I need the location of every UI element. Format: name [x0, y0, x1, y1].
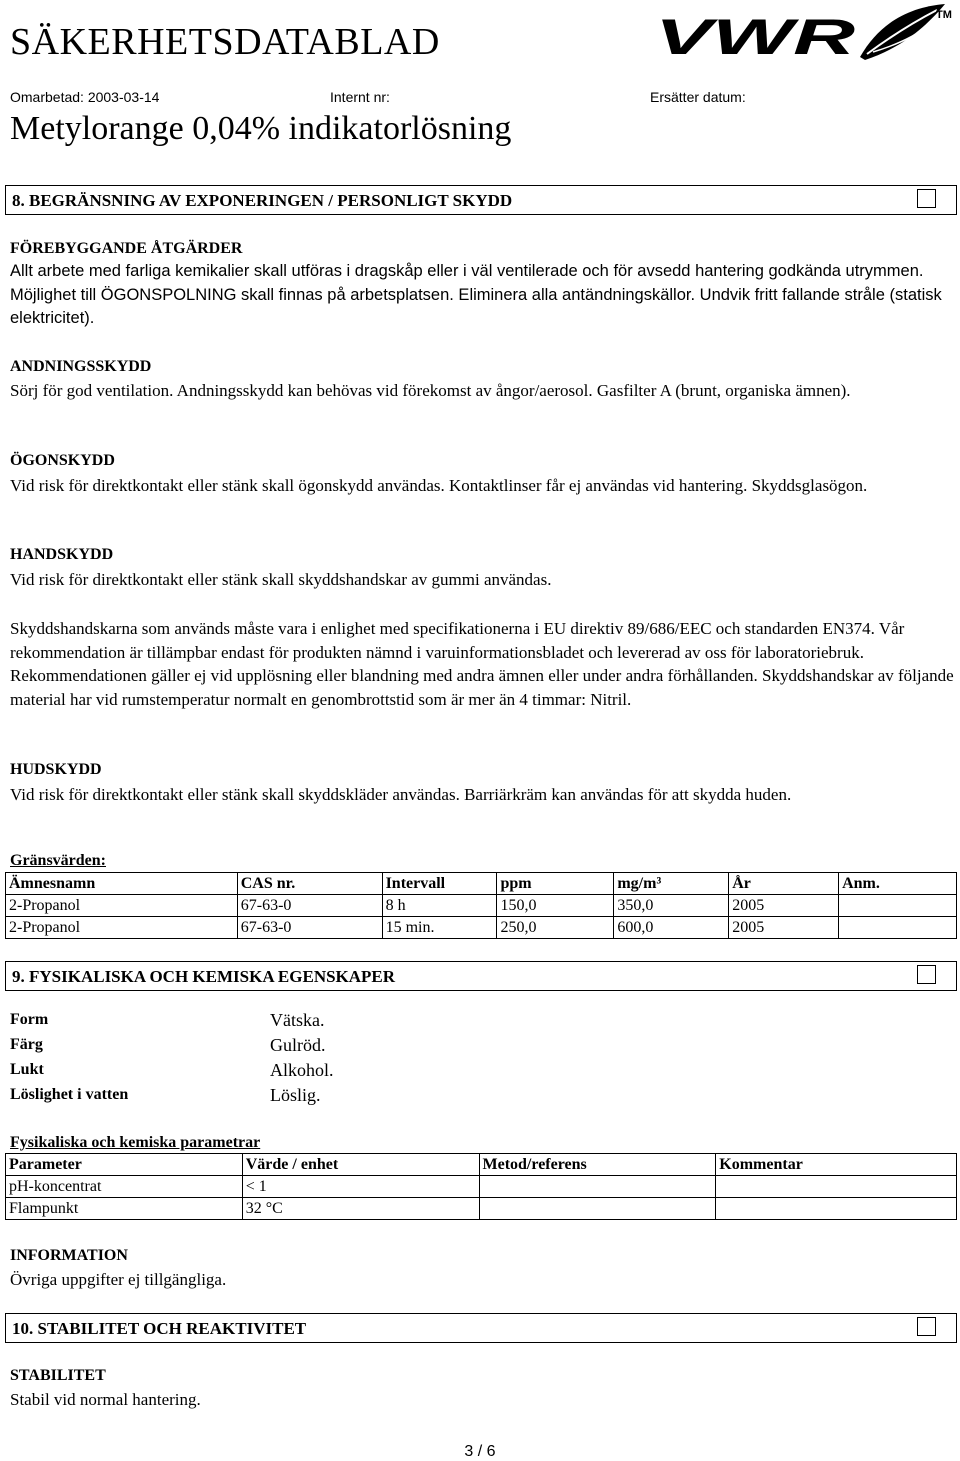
table-cell	[839, 895, 957, 917]
table-cell: 600,0	[614, 917, 729, 939]
table-cell	[839, 917, 957, 939]
skin-protection-text: Vid risk för direktkontakt eller stänk skall skyddskläder användas. Barriärkräm kan användas för att skydda huden.	[10, 785, 792, 804]
physchem-params-label: Fysikaliska och kemiska parametrar	[10, 1134, 261, 1151]
table-row	[6, 917, 957, 939]
table-cell: 67-63-0	[237, 895, 382, 917]
hand-protection-text: Vid risk för direktkontakt eller stänk skall skyddshandskar av gummi användas.	[10, 570, 552, 589]
prop-label-form: Form	[10, 1011, 49, 1028]
column-header: Värde / enhet	[242, 1154, 479, 1176]
column-header: mg/m³	[614, 873, 729, 895]
prop-value-solubility: Löslig.	[270, 1085, 321, 1105]
prop-value-form: Vätska.	[270, 1010, 325, 1030]
table-cell: 2-Propanol	[6, 917, 238, 939]
limit-values-header-row	[6, 873, 957, 895]
preventive-text: Allt arbete med farliga kemikalier skall utföras i dragskåp eller i väl ventilerade och för avsedd hantering godkända utrymmen. Möjlighet till ÖGONSPOLNING skall finnas på arbetsplatsen. Eliminera alla antändningskällor. Undvik fritt fallande stråle (statisk elektricitet).	[10, 262, 942, 327]
respiratory-text: Sörj för god ventilation. Andningsskydd kan behövas vid förekomst av ångor/aerosol. Gasfilter A (brunt, organiska ämnen).	[10, 381, 851, 400]
vwr-logo	[655, 2, 955, 64]
column-header: År	[729, 873, 839, 895]
eye-protection-heading: ÖGONSKYDD	[10, 452, 115, 469]
respiratory-heading: ANDNINGSSKYDD	[10, 358, 152, 375]
prop-label-color: Färg	[10, 1036, 43, 1053]
page-number: 3 / 6	[464, 1443, 496, 1460]
stability-text: Stabil vid normal hantering.	[10, 1390, 201, 1409]
column-header: ppm	[497, 873, 614, 895]
table-cell: 8 h	[382, 895, 497, 917]
internal-number: Internt nr:	[330, 89, 390, 105]
section-8-header	[5, 185, 957, 215]
product-name: Metylorange 0,04% indikatorlösning	[10, 110, 512, 147]
section-9-title: 9. FYSIKALISKA OCH KEMISKA EGENSKAPER	[12, 967, 396, 986]
table-cell: 2-Propanol	[6, 895, 238, 917]
column-header: Anm.	[839, 873, 957, 895]
replaces-date: Ersätter datum:	[650, 89, 746, 105]
prop-value-odor: Alkohol.	[270, 1060, 334, 1080]
table-cell: < 1	[242, 1176, 479, 1198]
section-8-checkbox[interactable]	[917, 189, 936, 208]
table-cell: 350,0	[614, 895, 729, 917]
glove-specification-text: Skyddshandskarna som används måste vara i enlighet med specifikationerna i EU direktiv 89/686/EEC och standarden EN374. Vår rekommendation är tillämpbar endast för produkten nämnd i varuinformationsbladet och levererad av oss för laboratoriebruk. Rekommendationen gäller ej vid upplösning eller blandning med andra ämnen eller under andra förhållanden. Skyddshandskar av följande material har vid rumstemperatur normalt en genombrottstid som är mer än 4 timmar: Nitril.	[10, 619, 954, 709]
section-9-header	[5, 961, 957, 991]
table-cell: 2005	[729, 895, 839, 917]
document-title: SÄKERHETSDATABLAD	[10, 21, 440, 63]
stability-heading: STABILITET	[10, 1367, 106, 1384]
revised-date: Omarbetad: 2003-03-14	[10, 89, 160, 105]
column-header: Metod/referens	[479, 1154, 716, 1176]
svg-text:TM: TM	[936, 9, 952, 21]
limit-values-table	[5, 872, 957, 939]
eye-protection-text: Vid risk för direktkontakt eller stänk skall ögonskydd användas. Kontaktlinser får ej användas vid hantering. Skyddsglasögon.	[10, 476, 868, 495]
column-header: Parameter	[6, 1154, 243, 1176]
table-cell: pH-koncentrat	[6, 1176, 243, 1198]
column-header: Ämnesnamn	[6, 873, 238, 895]
table-row	[6, 1176, 957, 1198]
preventive-heading: FÖREBYGGANDE ÅTGÄRDER	[10, 240, 243, 257]
table-cell	[716, 1198, 957, 1220]
prop-label-odor: Lukt	[10, 1061, 44, 1078]
prop-value-color: Gulröd.	[270, 1035, 326, 1055]
section-10-header	[5, 1313, 957, 1343]
table-cell: Flampunkt	[6, 1198, 243, 1220]
information-heading: INFORMATION	[10, 1247, 128, 1264]
section-10-checkbox[interactable]	[917, 1317, 936, 1336]
section-9-checkbox[interactable]	[917, 965, 936, 984]
table-cell: 32 °C	[242, 1198, 479, 1220]
table-cell: 150,0	[497, 895, 614, 917]
table-cell	[716, 1176, 957, 1198]
information-text: Övriga uppgifter ej tillgängliga.	[10, 1270, 227, 1289]
table-row	[6, 1198, 957, 1220]
svg-text:VWR: VWR	[655, 9, 855, 64]
section-10-title: 10. STABILITET OCH REAKTIVITET	[12, 1319, 307, 1338]
table-cell: 2005	[729, 917, 839, 939]
limit-values-label: Gränsvärden:	[10, 852, 106, 869]
physchem-params-table	[5, 1153, 957, 1220]
table-cell: 67-63-0	[237, 917, 382, 939]
skin-protection-heading: HUDSKYDD	[10, 761, 102, 778]
column-header: CAS nr.	[237, 873, 382, 895]
section-8-title: 8. BEGRÄNSNING AV EXPONERINGEN / PERSONLIGT SKYDD	[12, 191, 513, 210]
table-cell: 15 min.	[382, 917, 497, 939]
params-header-row	[6, 1154, 957, 1176]
prop-label-solubility: Löslighet i vatten	[10, 1086, 129, 1103]
table-cell: 250,0	[497, 917, 614, 939]
column-header: Intervall	[382, 873, 497, 895]
table-cell	[479, 1176, 716, 1198]
table-cell	[479, 1198, 716, 1220]
column-header: Kommentar	[716, 1154, 957, 1176]
table-row	[6, 895, 957, 917]
hand-protection-heading: HANDSKYDD	[10, 546, 114, 563]
